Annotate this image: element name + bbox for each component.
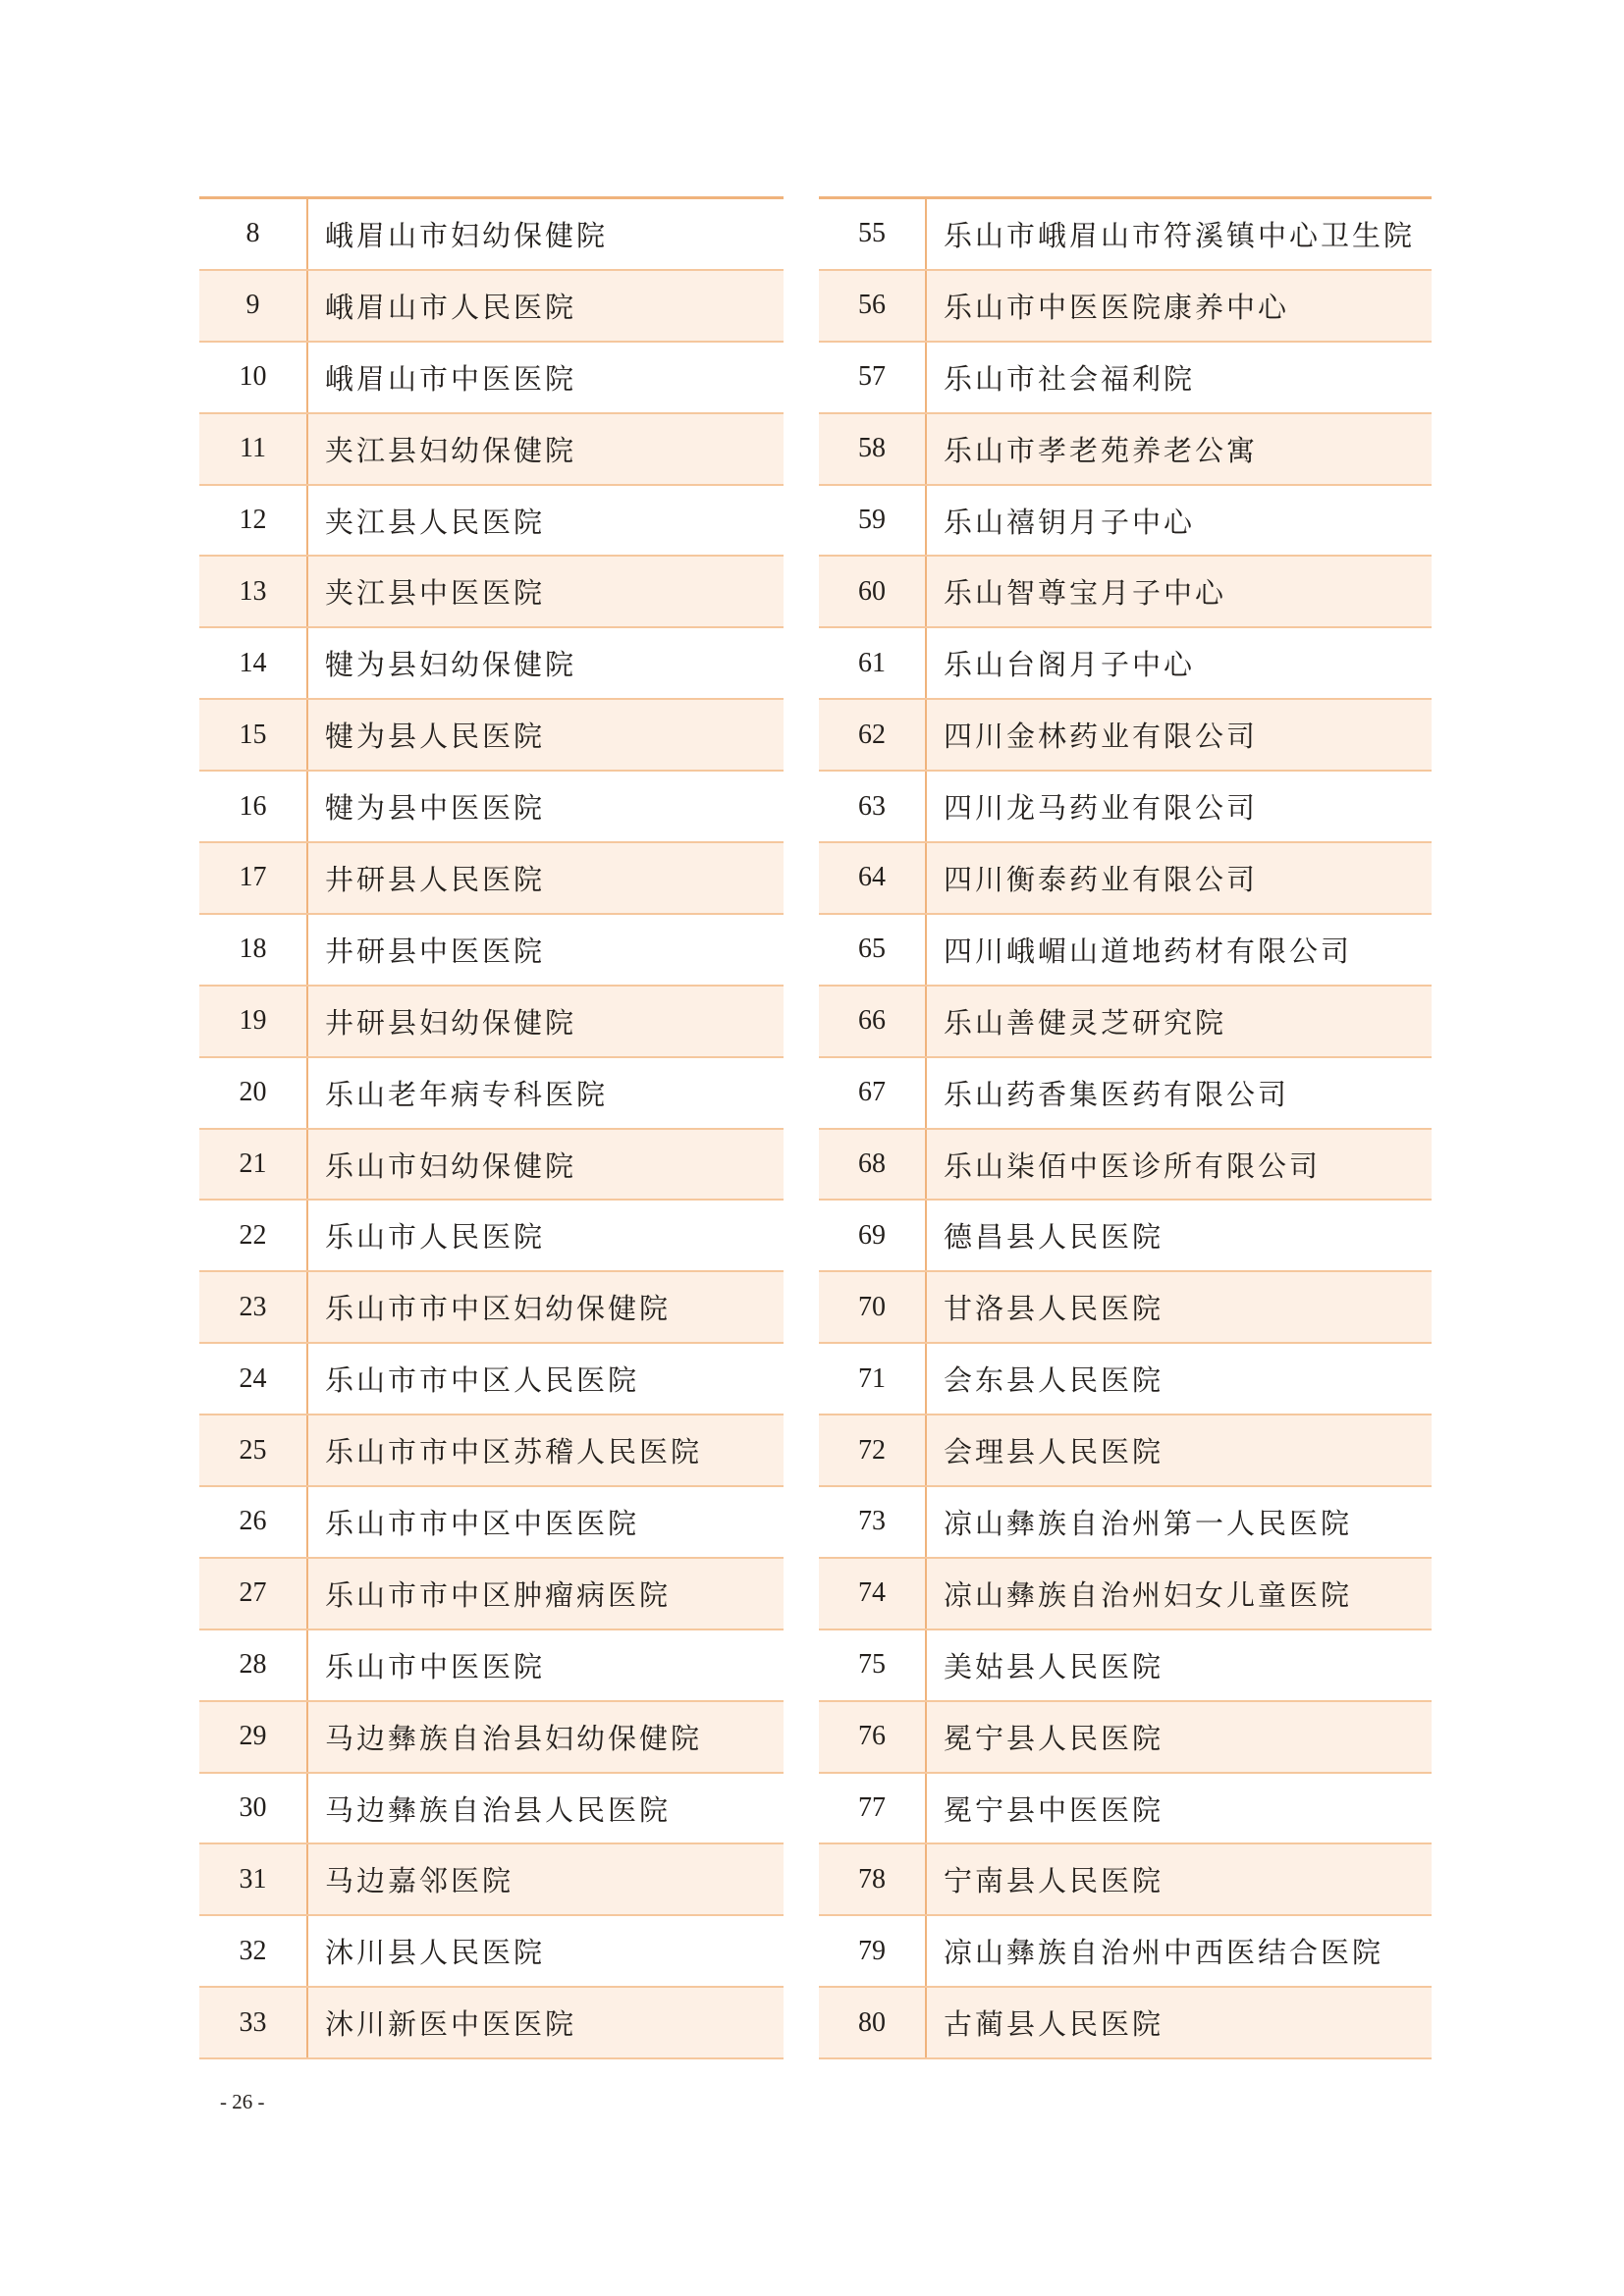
institution-name: 凉山彝族自治州中西医结合医院	[944, 1938, 1384, 1970]
row-number: 20	[199, 1058, 308, 1128]
table-row	[819, 486, 1432, 558]
row-number: 29	[199, 1702, 308, 1772]
row-number: 59	[819, 486, 927, 556]
institution-name: 会东县人民医院	[944, 1365, 1164, 1398]
table-row	[819, 199, 1432, 271]
institution-name: 马边彝族自治县人民医院	[325, 1794, 672, 1827]
table-row	[819, 1415, 1432, 1487]
table-row	[199, 915, 784, 987]
institution-name: 乐山市市中区苏稽人民医院	[325, 1437, 703, 1469]
row-number: 9	[199, 271, 308, 341]
institution-name: 乐山市市中区人民医院	[325, 1365, 640, 1398]
table-row	[819, 1344, 1432, 1415]
institution-name: 乐山市中医医院康养中心	[944, 292, 1290, 324]
institution-name: 乐山台阁月子中心	[944, 650, 1196, 682]
row-number: 56	[819, 271, 927, 341]
row-number: 74	[819, 1559, 927, 1629]
institution-name: 古蔺县人民医院	[944, 2009, 1164, 2042]
row-number: 66	[819, 987, 927, 1056]
table-row	[199, 199, 784, 271]
row-number: 71	[819, 1344, 927, 1414]
row-number: 13	[199, 557, 308, 626]
institution-name: 乐山禧钥月子中心	[944, 507, 1196, 539]
row-number: 12	[199, 486, 308, 556]
row-number: 80	[819, 1988, 927, 2057]
table-row	[199, 843, 784, 915]
table-row	[819, 1630, 1432, 1702]
table-row	[819, 1559, 1432, 1630]
table-row	[819, 414, 1432, 486]
row-number: 60	[819, 557, 927, 626]
row-number: 30	[199, 1774, 308, 1843]
table-row	[199, 1058, 784, 1130]
institution-name: 乐山市峨眉山市符溪镇中心卫生院	[944, 220, 1416, 252]
row-number: 62	[819, 700, 927, 770]
row-number: 8	[199, 199, 308, 269]
table-row	[199, 1487, 784, 1559]
institution-name: 宁南县人民医院	[944, 1866, 1164, 1898]
row-number: 24	[199, 1344, 308, 1414]
institution-name: 甘洛县人民医院	[944, 1294, 1164, 1326]
institution-name: 夹江县中医医院	[325, 578, 546, 611]
institution-name: 犍为县中医医院	[325, 793, 546, 826]
institution-name: 四川龙马药业有限公司	[944, 793, 1259, 826]
table-row	[199, 1630, 784, 1702]
row-number: 15	[199, 700, 308, 770]
table-row	[199, 1130, 784, 1201]
table-row	[819, 1201, 1432, 1272]
institution-name: 四川金林药业有限公司	[944, 721, 1259, 754]
row-number: 26	[199, 1487, 308, 1557]
institution-name: 沐川县人民医院	[325, 1938, 546, 1970]
institution-name: 乐山市市中区中医医院	[325, 1508, 640, 1540]
institution-name: 乐山市孝老苑养老公寓	[944, 435, 1259, 467]
table-row	[819, 343, 1432, 414]
row-number: 72	[819, 1415, 927, 1485]
institution-name: 冕宁县人民医院	[944, 1723, 1164, 1755]
institution-table-left	[199, 196, 784, 2059]
institution-name: 乐山老年病专科医院	[325, 1079, 609, 1111]
table-row	[819, 1916, 1432, 1988]
row-number: 78	[819, 1844, 927, 1914]
row-number: 25	[199, 1415, 308, 1485]
table-row	[819, 1272, 1432, 1344]
table-row	[819, 1774, 1432, 1845]
institution-name: 夹江县人民医院	[325, 507, 546, 539]
institution-name: 凉山彝族自治州妇女儿童医院	[944, 1579, 1353, 1612]
institution-name: 沐川新医中医医院	[325, 2009, 577, 2042]
institution-name: 夹江县妇幼保健院	[325, 435, 577, 467]
institution-name: 井研县妇幼保健院	[325, 1007, 577, 1040]
institution-name: 乐山市妇幼保健院	[325, 1150, 577, 1183]
institution-name: 乐山善健灵芝研究院	[944, 1007, 1227, 1040]
institution-name: 峨眉山市妇幼保健院	[325, 220, 609, 252]
institution-name: 凉山彝族自治州第一人民医院	[944, 1508, 1353, 1540]
institution-name: 马边嘉邻医院	[325, 1866, 514, 1898]
row-number: 70	[819, 1272, 927, 1342]
table-row	[819, 1130, 1432, 1201]
row-number: 73	[819, 1487, 927, 1557]
table-row	[819, 628, 1432, 700]
table-row	[819, 772, 1432, 843]
table-row	[199, 1272, 784, 1344]
institution-name: 四川峨嵋山道地药材有限公司	[944, 935, 1353, 968]
row-number: 11	[199, 414, 308, 484]
table-row	[819, 271, 1432, 343]
table-row	[819, 1058, 1432, 1130]
institution-name: 德昌县人民医院	[944, 1222, 1164, 1255]
row-number: 28	[199, 1630, 308, 1700]
row-number: 61	[819, 628, 927, 698]
table-row	[199, 343, 784, 414]
institution-name: 美姑县人民医院	[944, 1651, 1164, 1683]
table-row	[199, 1702, 784, 1774]
table-row	[199, 1844, 784, 1916]
institution-name: 四川衡泰药业有限公司	[944, 864, 1259, 896]
institution-name: 峨眉山市中医医院	[325, 363, 577, 396]
table-row	[819, 1702, 1432, 1774]
institution-name: 乐山市社会福利院	[944, 363, 1196, 396]
row-number: 57	[819, 343, 927, 412]
institution-name: 乐山市市中区肿瘤病医院	[325, 1579, 672, 1612]
table-row	[199, 1988, 784, 2059]
table-row	[819, 700, 1432, 772]
institution-name: 峨眉山市人民医院	[325, 292, 577, 324]
institution-name: 乐山市人民医院	[325, 1222, 546, 1255]
table-row	[819, 915, 1432, 987]
institution-name: 乐山市中医医院	[325, 1651, 546, 1683]
institution-name: 乐山市市中区妇幼保健院	[325, 1294, 672, 1326]
institution-name: 冕宁县中医医院	[944, 1794, 1164, 1827]
row-number: 64	[819, 843, 927, 913]
table-row	[199, 1344, 784, 1415]
table-row	[199, 1415, 784, 1487]
row-number: 22	[199, 1201, 308, 1270]
table-row	[199, 628, 784, 700]
row-number: 65	[819, 915, 927, 985]
row-number: 69	[819, 1201, 927, 1270]
table-row	[199, 557, 784, 628]
table-row	[819, 557, 1432, 628]
table-row	[819, 1487, 1432, 1559]
institution-name: 乐山智尊宝月子中心	[944, 578, 1227, 611]
row-number: 55	[819, 199, 927, 269]
table-row	[199, 1916, 784, 1988]
table-row	[199, 1201, 784, 1272]
table-row	[819, 1988, 1432, 2059]
table-row	[199, 486, 784, 558]
row-number: 79	[819, 1916, 927, 1986]
institution-name: 犍为县妇幼保健院	[325, 650, 577, 682]
table-row	[199, 772, 784, 843]
table-row	[199, 700, 784, 772]
row-number: 67	[819, 1058, 927, 1128]
table-row	[199, 271, 784, 343]
row-number: 17	[199, 843, 308, 913]
row-number: 77	[819, 1774, 927, 1843]
institution-name: 乐山柒佰中医诊所有限公司	[944, 1150, 1322, 1183]
institution-name: 乐山药香集医药有限公司	[944, 1079, 1290, 1111]
table-row	[199, 414, 784, 486]
table-row	[199, 987, 784, 1058]
institution-name: 井研县人民医院	[325, 864, 546, 896]
table-row	[199, 1559, 784, 1630]
table-row	[819, 987, 1432, 1058]
row-number: 14	[199, 628, 308, 698]
table-row	[819, 843, 1432, 915]
row-number: 16	[199, 772, 308, 841]
institution-name: 马边彝族自治县妇幼保健院	[325, 1723, 703, 1755]
row-number: 75	[819, 1630, 927, 1700]
row-number: 32	[199, 1916, 308, 1986]
page-number: - 26 -	[220, 2090, 265, 2113]
row-number: 76	[819, 1702, 927, 1772]
table-row	[819, 1844, 1432, 1916]
row-number: 18	[199, 915, 308, 985]
row-number: 58	[819, 414, 927, 484]
table-row	[199, 1774, 784, 1845]
row-number: 23	[199, 1272, 308, 1342]
row-number: 21	[199, 1130, 308, 1200]
row-number: 31	[199, 1844, 308, 1914]
row-number: 68	[819, 1130, 927, 1200]
row-number: 10	[199, 343, 308, 412]
institution-name: 会理县人民医院	[944, 1437, 1164, 1469]
institution-name: 井研县中医医院	[325, 935, 546, 968]
row-number: 19	[199, 987, 308, 1056]
institution-table-right	[819, 196, 1432, 2059]
row-number: 27	[199, 1559, 308, 1629]
institution-name: 犍为县人民医院	[325, 721, 546, 754]
row-number: 63	[819, 772, 927, 841]
row-number: 33	[199, 1988, 308, 2057]
